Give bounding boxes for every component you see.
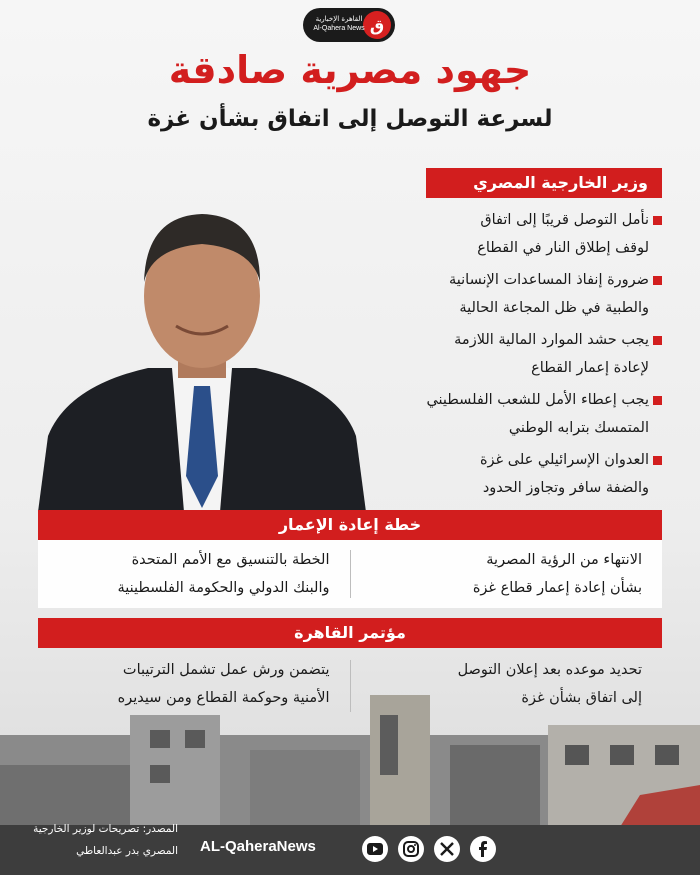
bullet-icon	[653, 396, 662, 405]
source-note	[28, 818, 178, 862]
list-item	[398, 326, 662, 382]
point-line: نأمل التوصل قريبًا إلى اتفاق	[480, 212, 649, 228]
list-item	[398, 386, 662, 442]
conference-title: مؤتمر القاهرة	[38, 618, 662, 648]
point-line: ضرورة إنفاذ المساعدات الإنسانية	[448, 272, 649, 288]
bullet-icon	[653, 276, 662, 285]
panel-line: الخطة بالتنسيق مع الأمم المتحدة	[131, 552, 330, 568]
conference-left	[38, 650, 350, 722]
page-subtitle: لسرعة التوصل إلى اتفاق بشأن غزة	[147, 106, 553, 132]
point-line: المتمسك بترابه الوطني	[508, 420, 649, 436]
list-item	[398, 446, 662, 502]
channel-logo	[303, 8, 395, 42]
minister-tag: وزير الخارجية المصري	[426, 168, 662, 198]
reconstruction-panel	[38, 540, 662, 608]
panel-line: بشأن إعادة إعمار قطاع غزة	[472, 580, 642, 596]
logo-mark-icon: ق	[363, 11, 391, 39]
point-line: العدوان الإسرائيلي على غزة	[479, 452, 649, 468]
bullet-icon	[653, 456, 662, 465]
instagram-icon[interactable]	[398, 836, 424, 862]
bullet-icon	[653, 336, 662, 345]
panel-line: يتضمن ورش عمل تشمل الترتيبات	[122, 662, 330, 678]
list-item	[398, 266, 662, 322]
social-icons	[362, 836, 496, 862]
panel-line: الانتهاء من الرؤية المصرية	[486, 552, 642, 568]
divider	[350, 550, 351, 598]
reconstruction-right	[351, 540, 663, 608]
panel-line: إلى اتفاق بشأن غزة	[521, 690, 642, 706]
reconstruction-left	[38, 540, 350, 608]
logo-arabic-text: القاهرة الإخبارية	[315, 15, 363, 23]
point-line: يجب حشد الموارد المالية اللازمة	[454, 332, 649, 348]
x-icon[interactable]	[434, 836, 460, 862]
point-line: لإعادة إعمار القطاع	[531, 360, 649, 376]
divider	[350, 660, 351, 712]
panel-line: تحديد موعده بعد إعلان التوصل	[457, 662, 642, 678]
bullet-icon	[653, 216, 662, 225]
point-line: يجب إعطاء الأمل للشعب الفلسطيني	[426, 392, 649, 408]
brand-handle: AL-QaheraNews	[200, 838, 316, 855]
minister-photo	[38, 186, 366, 512]
logo-english-text: Al-Qahera News	[313, 25, 365, 32]
panel-line: الأمنية وحوكمة القطاع ومن سيديره	[117, 690, 330, 706]
conference-panel	[38, 650, 662, 722]
source-line: المصدر: تصريحات لوزير الخارجية	[33, 823, 178, 835]
youtube-icon[interactable]	[362, 836, 388, 862]
facebook-icon[interactable]	[470, 836, 496, 862]
point-line: لوقف إطلاق النار في القطاع	[477, 240, 649, 256]
minister-points	[398, 206, 662, 506]
list-item	[398, 206, 662, 262]
source-line: المصري بدر عبدالعاطي	[76, 845, 178, 857]
point-line: والضفة سافر وتجاوز الحدود	[482, 480, 649, 496]
conference-right	[351, 650, 663, 722]
reconstruction-title: خطة إعادة الإعمار	[38, 510, 662, 540]
page-title: جهود مصرية صادقة	[168, 48, 532, 92]
point-line: والطبية في ظل المجاعة الحالية	[459, 300, 649, 316]
panel-line: والبنك الدولي والحكومة الفلسطينية	[117, 580, 330, 596]
